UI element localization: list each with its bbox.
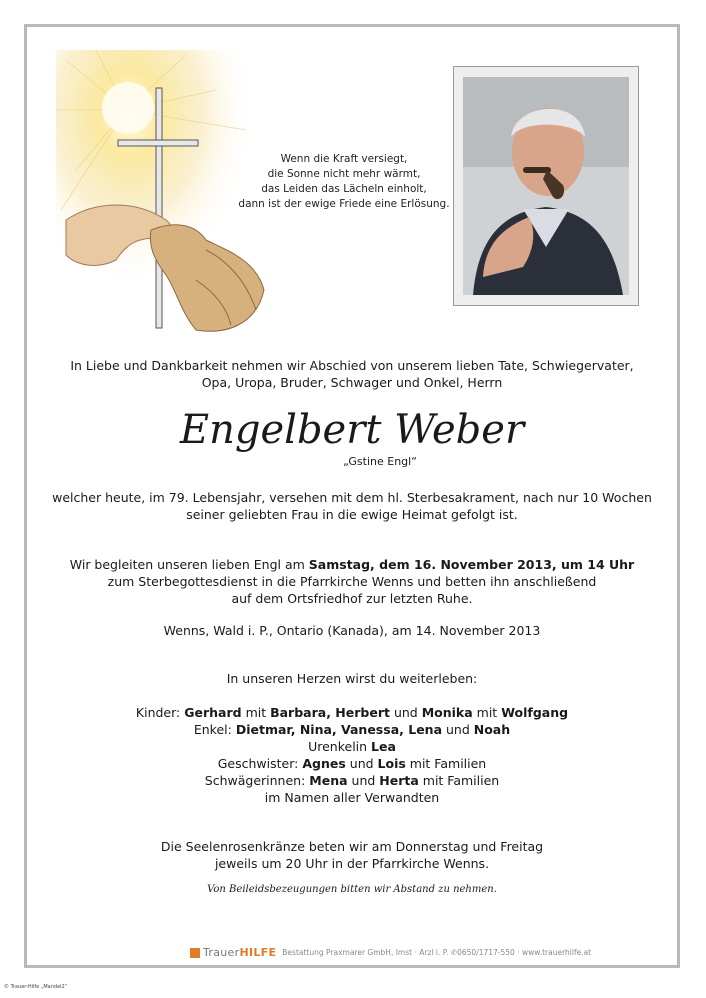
intro-line: Opa, Uropa, Bruder, Schwager und Onkel, Herrn: [201, 375, 503, 390]
intro-text: [24, 357, 680, 391]
portrait-frame: [453, 66, 639, 306]
rosary-line: Die Seelenrosenkränze beten wir am Donnerstag und Freitag: [160, 839, 544, 854]
family-row-urenkel: Urenkelin Lea: [308, 739, 396, 754]
rosary-line: jeweils um 20 Uhr in der Pfarrkirche Wenns.: [214, 856, 490, 871]
company-info: Bestattung Praxmarer GmbH, Imst · Arzl i. P. ✆0650/1717-550 · www.trauerhilfe.at: [282, 948, 592, 957]
rosary-info: [24, 838, 680, 872]
family-row-verwandte: im Namen aller Verwandten: [264, 790, 440, 805]
portrait-photo: [463, 77, 629, 295]
family-row-kinder: Kinder: Gerhard mit Barbara, Herbert und Monika mit Wolfgang: [135, 705, 569, 720]
funeral-intro: Wir begleiten unseren lieben Engl am: [69, 557, 309, 572]
poem-line: das Leiden das Lächeln einholt,: [261, 183, 427, 195]
brand-name: TrauerHILFE: [203, 946, 277, 959]
funeral-line: [24, 556, 680, 573]
copyright: © Trauer-Hilfe „Mandel2“: [4, 984, 68, 990]
family-row-enkel: Enkel: Dietmar, Nina, Vanessa, Lena und Noah: [193, 722, 511, 737]
death-line: welcher heute, im 79. Lebensjahr, versehen mit dem hl. Sterbesakrament, nach nur 10 Wochen: [52, 490, 652, 505]
funeral-line: zum Sterbegottesdienst in die Pfarrkirche Wenns und betten ihn anschließend: [107, 574, 597, 589]
funeral-info: [24, 556, 680, 607]
death-text: [24, 489, 680, 523]
footer: [190, 946, 592, 960]
family-row-geschwister: Geschwister: Agnes und Lois mit Familien: [217, 756, 487, 771]
hearts-line: In unseren Herzen wirst du weiterleben:: [226, 671, 478, 686]
nickname: „Gstine Engl“: [343, 455, 417, 468]
place-date: Wenns, Wald i. P., Ontario (Kanada), am 14. November 2013: [163, 623, 541, 638]
poem: [236, 152, 452, 212]
poem-line: die Sonne nicht mehr wärmt,: [267, 168, 421, 180]
poem-line: dann ist der ewige Friede eine Erlösung.: [238, 198, 450, 210]
funeral-line: auf dem Ortsfriedhof zur letzten Ruhe.: [231, 591, 473, 606]
death-line: seiner geliebten Frau in die ewige Heimat gefolgt ist.: [186, 507, 518, 522]
family-row-schwaegerinnen: Schwägerinnen: Mena und Herta mit Familien: [204, 773, 500, 788]
condolence-note: Von Beileidsbezeugungen bitten wir Abstand zu nehmen.: [207, 884, 497, 895]
portrait-placeholder: [463, 77, 629, 295]
trauerhilfe-logo-icon: [190, 948, 200, 958]
funeral-date: Samstag, dem 16. November 2013, um 14 Uhr: [308, 557, 635, 572]
intro-line: In Liebe und Dankbarkeit nehmen wir Abschied von unserem lieben Tate, Schwiegervater,: [70, 358, 634, 373]
deceased-name: Engelbert Weber: [179, 407, 525, 453]
cross-hands-illustration: [56, 50, 266, 340]
family-list: [24, 704, 680, 806]
poem-line: Wenn die Kraft versiegt,: [280, 153, 408, 165]
